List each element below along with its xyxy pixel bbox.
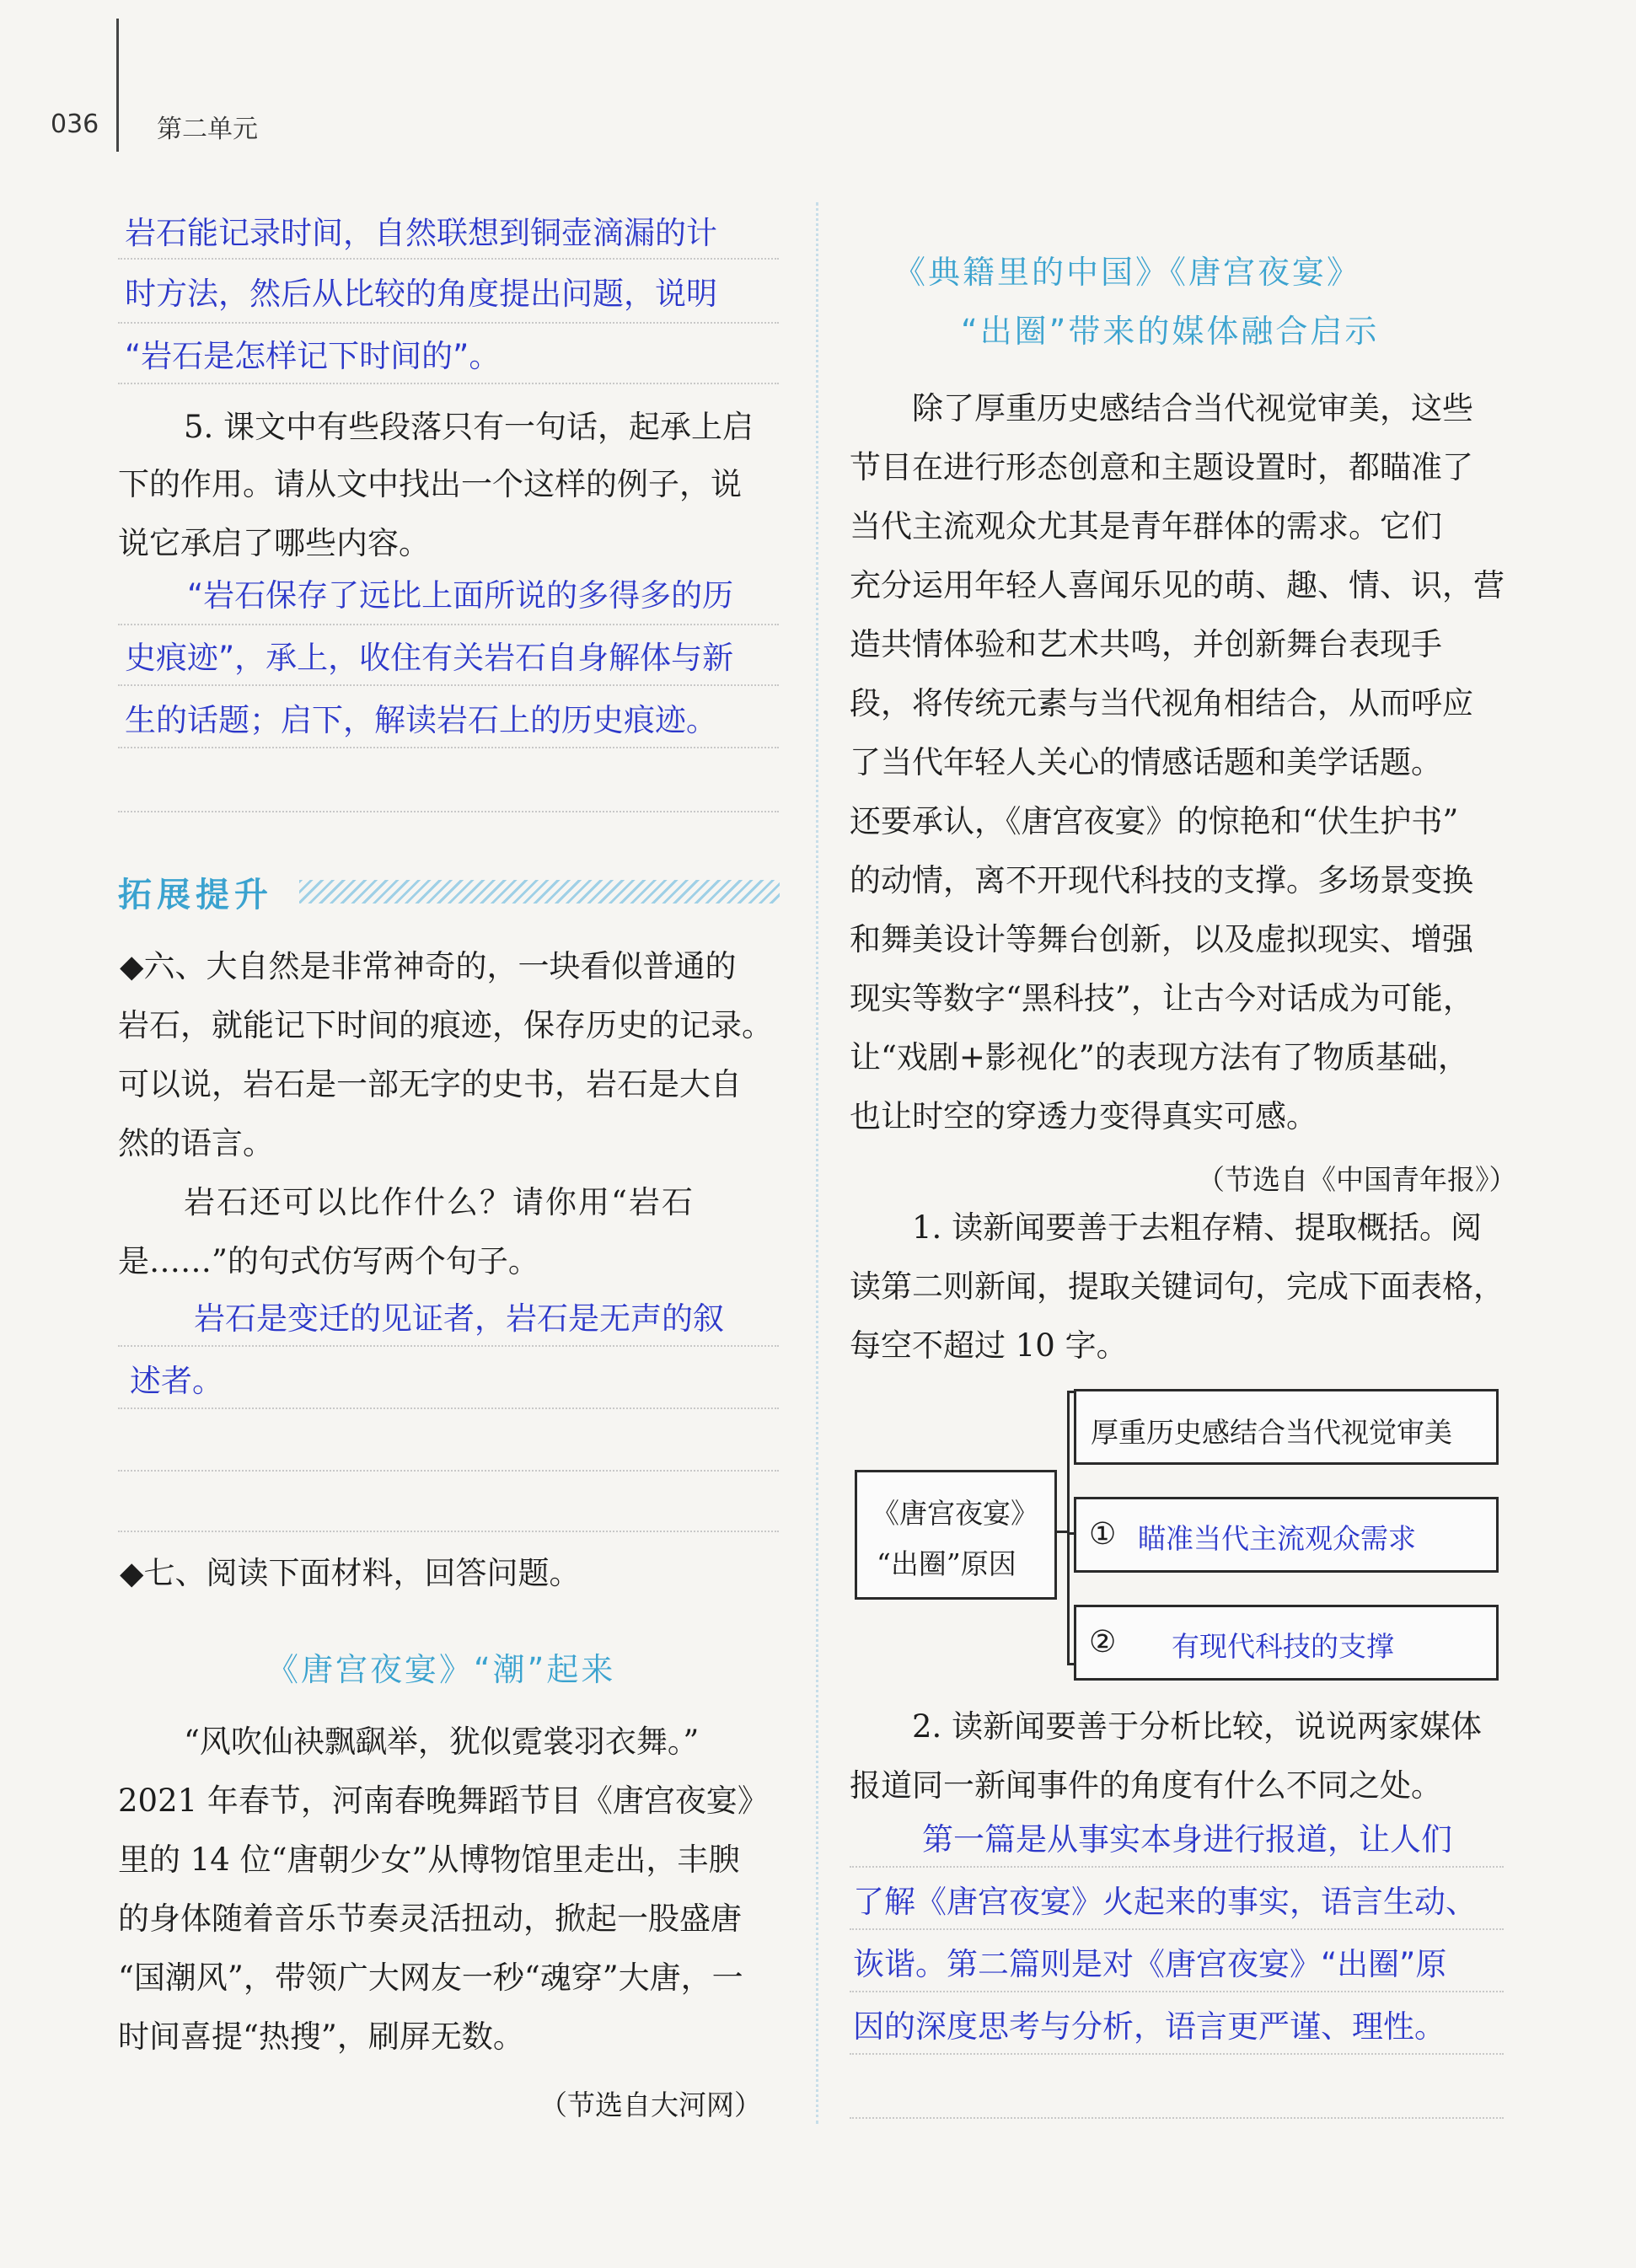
answer-line: 了解《唐宫夜宴》火起来的事实，语言生动、 — [853, 1884, 1477, 1920]
answer-rule — [118, 383, 779, 384]
answer-rule — [850, 1866, 1504, 1868]
answer-rule — [118, 811, 779, 812]
reason-marker: ② — [1089, 1625, 1117, 1659]
answer-rule — [118, 747, 779, 748]
article-1-source: （节选自大河网） — [539, 2088, 762, 2121]
question-6-text: 岩石，就能记下时间的痕迹，保存历史的记录。 — [118, 1007, 773, 1043]
reason-label-text: 《唐宫夜宴》 — [872, 1497, 1038, 1530]
answer-line: 生的话题；启下，解读岩石上的历史痕迹。 — [125, 702, 717, 738]
article-2-text: 当代主流观众尤其是青年群体的需求。它们 — [850, 508, 1442, 544]
article-1-title: 《唐宫夜宴》“潮”起来 — [266, 1651, 616, 1688]
article-2-title: 《典籍里的中国》《唐宫夜宴》 — [893, 254, 1362, 291]
answer-rule — [118, 1470, 779, 1472]
answer-line: 因的深度思考与分析，语言更严谨、理性。 — [853, 2008, 1446, 2045]
question-1-text: 每空不超过 10 字。 — [850, 1327, 1128, 1364]
question-6-text: 岩石还可以比作什么？请你用“岩石 — [184, 1184, 695, 1220]
answer-line: “岩石保存了远比上面所说的多得多的历 — [187, 577, 734, 614]
question-5-text: 5. 课文中有些段落只有一句话，起承上启 — [184, 409, 754, 445]
question-6-text: 可以说，岩石是一部无字的史书，岩石是大自 — [118, 1066, 742, 1102]
answer-rule — [850, 2117, 1504, 2119]
article-2-text: 也让时空的穿透力变得真实可感。 — [850, 1098, 1317, 1134]
answer-rule — [118, 1345, 779, 1347]
article-1-text: “风吹仙袂飘飖举，犹似霓裳羽衣舞。” — [184, 1724, 700, 1760]
question-2-text: 报道同一新闻事件的角度有什么不同之处。 — [850, 1767, 1442, 1804]
answer-line: 岩石能记录时间，自然联想到铜壶滴漏的计 — [125, 215, 717, 251]
reason-marker: ① — [1089, 1517, 1117, 1552]
question-1-text: 读第二则新闻，提取关键词句，完成下面表格， — [850, 1268, 1505, 1305]
article-2-text: 节目在进行形态创意和主题设置时，都瞄准了 — [850, 449, 1473, 485]
question-2-text: 2. 读新闻要善于分析比较，说说两家媒体 — [912, 1708, 1483, 1745]
answer-line: 诙谐。第二篇则是对《唐宫夜宴》“出圈”原 — [853, 1946, 1447, 1982]
article-2-text: 了当代年轻人关心的情感话题和美学话题。 — [850, 744, 1442, 780]
article-2-text: 还要承认，《唐宫夜宴》的惊艳和“伏生护书” — [850, 803, 1459, 839]
page-number: 036 — [51, 110, 99, 139]
answer-rule — [118, 258, 779, 260]
column-divider — [816, 202, 818, 2124]
answer-rule — [118, 322, 779, 324]
article-1-text: “国潮风”，带领广大网友一秒“魂穿”大唐，一 — [118, 1960, 743, 1996]
answer-line: 岩石是变迁的见证者，岩石是无声的叙 — [194, 1300, 724, 1337]
answer-line: “岩石是怎样记下时间的”。 — [125, 338, 501, 374]
article-2-title: “出圈”带来的媒体融合启示 — [961, 313, 1380, 350]
question-6-text: ◆六、大自然是非常神奇的，一块看似普通的 — [120, 948, 737, 984]
question-5-text: 下的作用。请从文中找出一个这样的例子，说 — [118, 466, 742, 502]
reason-answer: 瞄准当代主流观众需求 — [1138, 1522, 1416, 1555]
article-2-text: 充分运用年轻人喜闻乐见的萌、趣、情、识，营 — [850, 567, 1505, 603]
article-2-text: 和舞美设计等舞台创新，以及虚拟现实、增强 — [850, 921, 1473, 957]
answer-rule — [850, 1928, 1504, 1930]
answer-rule — [118, 624, 779, 625]
question-7-text: ◆七、阅读下面材料，回答问题。 — [120, 1555, 581, 1591]
question-5-text: 说它承启了哪些内容。 — [118, 525, 430, 561]
article-2-text: 的动情，离不开现代科技的支撑。多场景变换 — [850, 862, 1473, 898]
reason-label-text: “出圈”原因 — [877, 1547, 1016, 1580]
answer-rule — [118, 1407, 779, 1409]
answer-line: 时方法，然后从比较的角度提出问题，说明 — [125, 276, 717, 312]
answer-rule — [850, 1991, 1504, 1992]
article-2-text: 让“戏剧+影视化”的表现方法有了物质基础， — [850, 1039, 1469, 1075]
answer-rule — [118, 1531, 779, 1532]
header-rule — [116, 19, 119, 152]
question-6-text: 是……”的句式仿写两个句子。 — [118, 1243, 539, 1279]
answer-rule — [850, 2053, 1504, 2055]
article-1-text: 时间喜提“热搜”，刷屏无数。 — [118, 2019, 524, 2055]
bracket-connector — [1067, 1391, 1070, 1665]
article-2-text: 除了厚重历史感结合当代视觉审美，这些 — [912, 390, 1473, 426]
answer-rule — [118, 684, 779, 686]
reason-answer: 有现代科技的支撑 — [1172, 1630, 1394, 1663]
article-2-text: 造共情体验和艺术共鸣，并创新舞台表现手 — [850, 626, 1442, 662]
article-1-text: 里的 14 位“唐朝少女”从博物馆里走出，丰腴 — [118, 1842, 740, 1878]
answer-line: 史痕迹”，承上，收住有关岩石自身解体与新 — [125, 640, 734, 676]
article-2-text: 段，将传统元素与当代视角相结合，从而呼应 — [850, 685, 1473, 721]
article-1-text: 的身体随着音乐节奏灵活扭动，掀起一股盛唐 — [118, 1901, 742, 1937]
answer-line: 述者。 — [130, 1363, 223, 1399]
answer-line: 第一篇是从事实本身进行报道，让人们 — [922, 1821, 1452, 1858]
article-2-text: 现实等数字“黑科技”，让古今对话成为可能， — [850, 980, 1474, 1016]
question-1-text: 1. 读新闻要善于去粗存精、提取概括。阅 — [912, 1209, 1483, 1246]
article-1-text: 2021 年春节，河南春晚舞蹈节目《唐宫夜宴》 — [118, 1783, 769, 1819]
section-title: 拓展提升 — [118, 876, 273, 914]
reason-text: 厚重历史感结合当代视觉审美 — [1091, 1416, 1452, 1449]
unit-title: 第二单元 — [157, 115, 258, 144]
article-2-source: （节选自《中国青年报》） — [1197, 1163, 1517, 1196]
question-6-text: 然的语言。 — [118, 1125, 274, 1161]
section-title-decoration — [299, 880, 780, 903]
